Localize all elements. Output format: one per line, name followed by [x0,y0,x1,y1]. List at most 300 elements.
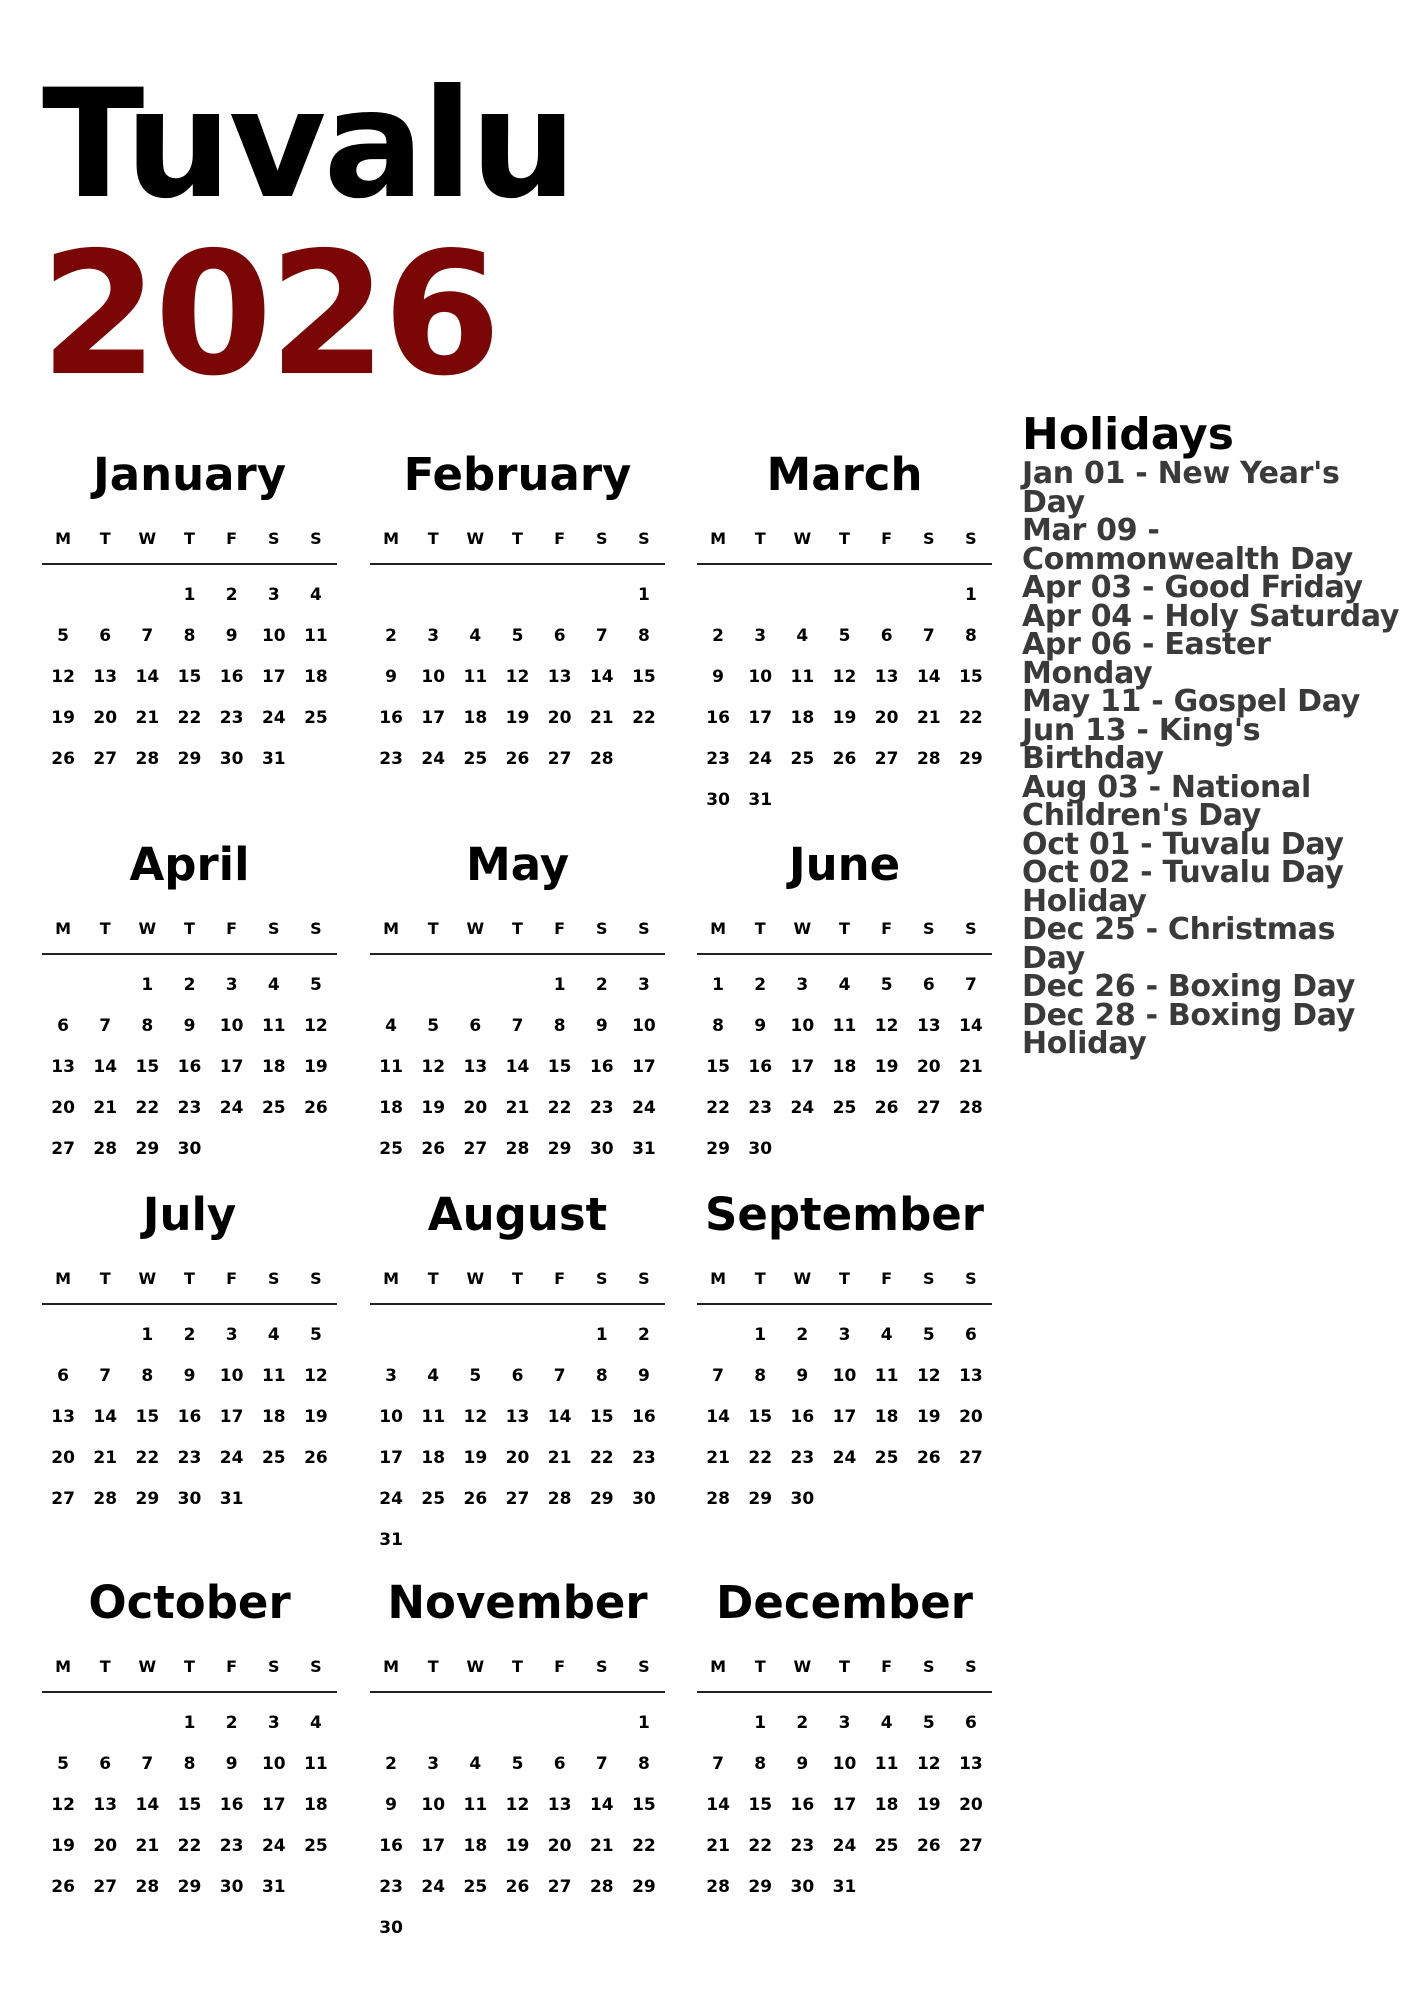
day-cell: 16 [589,1057,614,1077]
day-cell: 11 [261,1366,286,1386]
weekday-header [42,525,337,565]
day-cell: 24 [261,708,286,728]
day-cell: 14 [135,1795,160,1815]
day-cell: 22 [177,708,202,728]
weekday-label: T [184,1269,195,1288]
day-cell: 30 [219,1877,244,1897]
day-cell: 26 [463,1489,488,1509]
day-cell: 31 [219,1489,244,1509]
day-cell: 8 [754,1754,767,1774]
month-february [370,445,665,780]
day-cell: 17 [219,1407,244,1427]
day-cell: 4 [267,1325,280,1345]
empty-day-cell [539,1703,581,1744]
weekday-label: T [184,1657,195,1676]
weekday-label: F [554,919,566,938]
day-cell: 20 [93,1836,118,1856]
empty-day-cell [412,575,454,616]
day-cell: 13 [547,1795,572,1815]
day-cell: 27 [959,1448,983,1468]
day-cell: 27 [916,1098,941,1118]
weekday-header [42,915,337,955]
day-cell: 20 [463,1098,488,1118]
day-cell: 14 [706,1795,730,1815]
weekday-label: W [793,1269,812,1288]
day-cell: 11 [874,1754,899,1774]
day-cell: 2 [385,626,397,646]
day-cell: 23 [748,1098,773,1118]
day-cell: 29 [748,1489,773,1509]
day-cell: 25 [874,1836,899,1856]
day-cell: 18 [261,1407,286,1427]
day-cell: 1 [553,975,566,995]
day-cell: 26 [51,1877,75,1897]
weekday-label: T [839,1269,850,1288]
weekday-label: M [383,1269,400,1288]
weekday-label: T [754,529,766,548]
day-cell: 8 [637,1754,650,1774]
weekday-label: M [710,1269,727,1288]
holiday-item: Dec 25 - Christmas Day [1022,912,1336,976]
day-cell: 6 [99,626,112,646]
day-cell: 17 [261,667,286,687]
month-may [370,835,665,1170]
weekday-label: S [965,919,977,938]
day-grid [697,1693,992,1908]
weekday-label: F [226,1269,238,1288]
weekday-label: S [268,1657,280,1676]
day-cell: 7 [712,1366,724,1386]
holidays-panel [1022,410,1402,1059]
month-name: November [387,1576,648,1629]
empty-day-cell [496,965,538,1006]
day-cell: 12 [304,1366,328,1386]
day-grid [42,1693,337,1908]
day-cell: 23 [379,1877,403,1897]
day-cell: 26 [874,1098,899,1118]
month-march [697,445,992,821]
day-cell: 24 [261,1836,286,1856]
day-cell: 20 [51,1098,75,1118]
day-cell: 29 [632,1877,656,1897]
day-cell: 9 [754,1016,767,1036]
day-cell: 13 [916,1016,941,1036]
weekday-label: M [383,919,400,938]
day-cell: 11 [261,1016,286,1036]
day-cell: 14 [93,1057,118,1077]
empty-day-cell [42,965,84,1006]
weekday-label: F [226,919,238,938]
day-cell: 31 [748,790,773,810]
day-cell: 15 [135,1407,160,1427]
day-cell: 10 [379,1407,403,1427]
empty-day-cell [412,1703,454,1744]
day-cell: 20 [51,1448,75,1468]
day-cell: 3 [796,975,809,995]
day-cell: 11 [304,626,328,646]
day-cell: 25 [463,749,488,769]
day-cell: 25 [463,1877,488,1897]
day-cell: 16 [706,708,730,728]
weekday-header [697,525,992,565]
weekday-label: S [268,529,280,548]
day-cell: 22 [632,1836,656,1856]
day-cell: 16 [219,667,244,687]
day-cell: 4 [427,1366,440,1386]
day-cell: 21 [959,1057,983,1077]
day-cell: 12 [51,667,75,687]
holiday-item: Dec 26 - Boxing Day [1022,969,1356,1004]
day-cell: 27 [463,1139,488,1159]
day-cell: 30 [790,1877,815,1897]
day-cell: 10 [832,1366,857,1386]
day-cell: 9 [225,1754,238,1774]
weekday-label: W [138,1269,157,1288]
day-cell: 11 [790,667,815,687]
day-cell: 16 [790,1795,815,1815]
day-cell: 18 [379,1098,403,1118]
day-cell: 6 [964,1325,977,1345]
day-cell: 26 [832,749,857,769]
day-grid [42,565,337,780]
day-cell: 24 [632,1098,656,1118]
empty-day-cell [581,575,623,616]
day-cell: 20 [547,708,572,728]
weekday-label: T [754,1657,766,1676]
day-cell: 9 [385,1795,397,1815]
day-cell: 31 [261,749,286,769]
day-cell: 16 [379,1836,403,1856]
day-cell: 10 [832,1754,857,1774]
weekday-header [697,1653,992,1693]
day-cell: 12 [916,1754,941,1774]
day-cell: 11 [463,1795,488,1815]
empty-day-cell [454,1315,496,1356]
empty-day-cell [454,965,496,1006]
day-cell: 12 [51,1795,75,1815]
empty-day-cell [126,575,168,616]
weekday-label: T [99,919,111,938]
weekday-header [370,1265,665,1305]
day-cell: 5 [309,975,322,995]
holiday-item: Jan 01 - New Year's Day [1022,456,1340,520]
month-name: October [88,1576,291,1629]
empty-day-cell [454,1703,496,1744]
day-cell: 17 [219,1057,244,1077]
day-cell: 28 [706,1877,730,1897]
day-cell: 3 [267,1713,280,1733]
day-cell: 2 [225,1713,238,1733]
weekday-label: T [512,1657,523,1676]
weekday-label: T [184,919,195,938]
day-cell: 27 [93,1877,118,1897]
day-cell: 3 [427,1754,440,1774]
weekday-label: M [55,529,72,548]
day-cell: 16 [219,1795,244,1815]
weekday-label: S [596,1269,608,1288]
month-name: January [92,448,287,501]
day-cell: 4 [796,626,809,646]
day-cell: 8 [553,1016,566,1036]
weekday-label: F [554,1657,566,1676]
day-cell: 21 [706,1836,730,1856]
day-grid [370,1693,665,1949]
day-cell: 9 [183,1016,196,1036]
weekday-label: F [881,529,893,548]
day-cell: 17 [261,1795,286,1815]
country-title: Tuvalu [42,58,574,232]
day-cell: 15 [632,667,656,687]
weekday-label: W [466,919,485,938]
day-cell: 1 [183,1713,196,1733]
day-cell: 21 [93,1448,118,1468]
day-cell: 21 [135,1836,160,1856]
empty-day-cell [412,1315,454,1356]
weekday-label: M [55,1269,72,1288]
empty-day-cell [84,1315,126,1356]
holidays-title: Holidays [1022,409,1234,460]
weekday-header [42,1653,337,1693]
weekday-label: T [839,529,850,548]
day-cell: 24 [832,1448,857,1468]
day-cell: 20 [505,1448,530,1468]
day-cell: 1 [712,975,724,995]
day-cell: 23 [632,1448,656,1468]
holiday-item: Apr 03 - Good Friday [1022,570,1363,605]
day-grid [370,565,665,780]
day-cell: 15 [959,667,983,687]
day-cell: 19 [421,1098,446,1118]
weekday-label: T [427,529,439,548]
day-cell: 6 [964,1713,977,1733]
day-cell: 7 [553,1366,566,1386]
day-cell: 7 [595,1754,608,1774]
day-cell: 29 [959,749,983,769]
day-cell: 26 [505,1877,530,1897]
day-cell: 2 [183,975,196,995]
day-cell: 22 [589,1448,614,1468]
day-cell: 18 [304,1795,328,1815]
month-name: July [142,1188,237,1241]
day-cell: 12 [832,667,857,687]
day-cell: 9 [796,1366,809,1386]
day-cell: 28 [589,1877,614,1897]
weekday-label: S [596,919,608,938]
holiday-item: Aug 03 - National Children's Day [1022,769,1311,833]
day-cell: 17 [379,1448,403,1468]
empty-day-cell [84,575,126,616]
empty-day-cell [539,1315,581,1356]
weekday-label: T [99,529,111,548]
weekday-label: S [923,529,935,548]
day-cell: 29 [547,1139,572,1159]
day-cell: 12 [916,1366,941,1386]
day-cell: 28 [706,1489,730,1509]
day-cell: 11 [304,1754,328,1774]
month-august [370,1185,665,1561]
empty-day-cell [697,575,739,616]
empty-day-cell [370,1703,412,1744]
day-cell: 14 [93,1407,118,1427]
day-cell: 7 [141,626,154,646]
day-cell: 18 [874,1407,899,1427]
day-cell: 21 [589,1836,614,1856]
day-cell: 10 [219,1366,244,1386]
empty-day-cell [823,575,865,616]
day-cell: 29 [748,1877,773,1897]
empty-day-cell [126,1703,168,1744]
weekday-label: S [638,529,650,548]
day-cell: 1 [183,585,196,605]
day-cell: 23 [706,749,730,769]
day-cell: 4 [880,1325,893,1345]
day-cell: 19 [463,1448,488,1468]
day-cell: 4 [309,585,322,605]
day-cell: 8 [183,626,196,646]
day-cell: 31 [379,1530,403,1550]
day-cell: 20 [959,1795,983,1815]
weekday-label: S [638,1269,650,1288]
day-cell: 5 [922,1713,935,1733]
weekday-label: M [710,919,727,938]
weekday-label: T [99,1657,111,1676]
empty-day-cell [697,1703,739,1744]
day-cell: 17 [632,1057,656,1077]
day-cell: 5 [57,626,69,646]
day-cell: 1 [754,1325,767,1345]
day-cell: 2 [385,1754,397,1774]
month-april [42,835,337,1170]
day-cell: 5 [511,1754,524,1774]
day-cell: 8 [183,1754,196,1774]
day-cell: 5 [511,626,524,646]
month-november [370,1573,665,1949]
day-cell: 3 [754,626,767,646]
day-cell: 1 [637,585,650,605]
day-cell: 17 [421,708,446,728]
weekday-label: W [466,1269,485,1288]
day-grid [42,955,337,1170]
day-cell: 26 [916,1448,941,1468]
day-cell: 31 [632,1139,656,1159]
empty-day-cell [412,965,454,1006]
day-cell: 10 [790,1016,815,1036]
day-cell: 11 [832,1016,857,1036]
day-cell: 11 [463,667,488,687]
day-cell: 4 [267,975,280,995]
day-cell: 5 [922,1325,935,1345]
empty-day-cell [84,965,126,1006]
day-cell: 25 [832,1098,857,1118]
weekday-label: W [793,1657,812,1676]
day-cell: 17 [832,1407,857,1427]
day-cell: 9 [183,1366,196,1386]
day-cell: 18 [463,1836,488,1856]
day-cell: 1 [141,975,154,995]
day-cell: 20 [874,708,899,728]
day-cell: 17 [748,708,773,728]
day-cell: 2 [225,585,238,605]
month-name: September [705,1188,984,1241]
weekday-label: F [554,1269,566,1288]
day-cell: 19 [916,1407,941,1427]
holiday-item: Oct 01 - Tuvalu Day [1022,826,1344,862]
day-cell: 11 [421,1407,446,1427]
weekday-header [42,1265,337,1305]
day-cell: 19 [832,708,857,728]
day-cell: 24 [748,749,773,769]
day-cell: 30 [589,1139,614,1159]
day-cell: 19 [51,1836,75,1856]
weekday-label: T [99,1269,111,1288]
day-cell: 6 [511,1366,524,1386]
weekday-label: F [881,1269,893,1288]
day-cell: 1 [964,585,977,605]
weekday-label: F [226,529,238,548]
day-cell: 24 [219,1098,244,1118]
day-cell: 6 [469,1016,482,1036]
empty-day-cell [739,575,781,616]
day-cell: 5 [309,1325,322,1345]
day-cell: 8 [754,1366,767,1386]
day-cell: 6 [880,626,893,646]
day-cell: 29 [177,749,202,769]
month-october [42,1573,337,1908]
weekday-label: T [184,529,195,548]
weekday-label: S [596,529,608,548]
day-cell: 23 [219,708,244,728]
day-cell: 6 [57,1016,69,1036]
day-cell: 13 [874,667,899,687]
day-cell: 9 [637,1366,650,1386]
day-cell: 17 [790,1057,815,1077]
day-cell: 23 [177,1098,202,1118]
weekday-label: S [638,1657,650,1676]
day-cell: 1 [754,1713,767,1733]
holiday-item: Apr 04 - Holy Saturday [1022,598,1400,634]
weekday-label: S [310,1657,322,1676]
day-cell: 15 [748,1407,773,1427]
day-cell: 10 [261,626,286,646]
day-cell: 30 [748,1139,773,1159]
month-name: February [403,448,632,501]
weekday-label: M [710,1657,727,1676]
day-cell: 9 [712,667,724,687]
day-cell: 15 [547,1057,572,1077]
day-cell: 7 [712,1754,724,1774]
empty-day-cell [781,575,823,616]
day-cell: 24 [421,1877,446,1897]
day-cell: 25 [304,708,328,728]
day-cell: 8 [595,1366,608,1386]
weekday-header [370,1653,665,1693]
weekday-label: W [138,529,157,548]
day-cell: 14 [505,1057,530,1077]
day-cell: 13 [463,1057,488,1077]
weekday-label: S [923,1269,935,1288]
day-cell: 18 [874,1795,899,1815]
day-cell: 7 [511,1016,524,1036]
day-cell: 14 [589,667,614,687]
day-cell: 13 [959,1754,983,1774]
day-cell: 3 [225,975,238,995]
day-cell: 16 [177,1057,202,1077]
day-cell: 8 [141,1366,154,1386]
day-cell: 7 [99,1016,112,1036]
day-cell: 28 [505,1139,530,1159]
day-cell: 4 [385,1016,397,1036]
day-cell: 28 [589,749,614,769]
